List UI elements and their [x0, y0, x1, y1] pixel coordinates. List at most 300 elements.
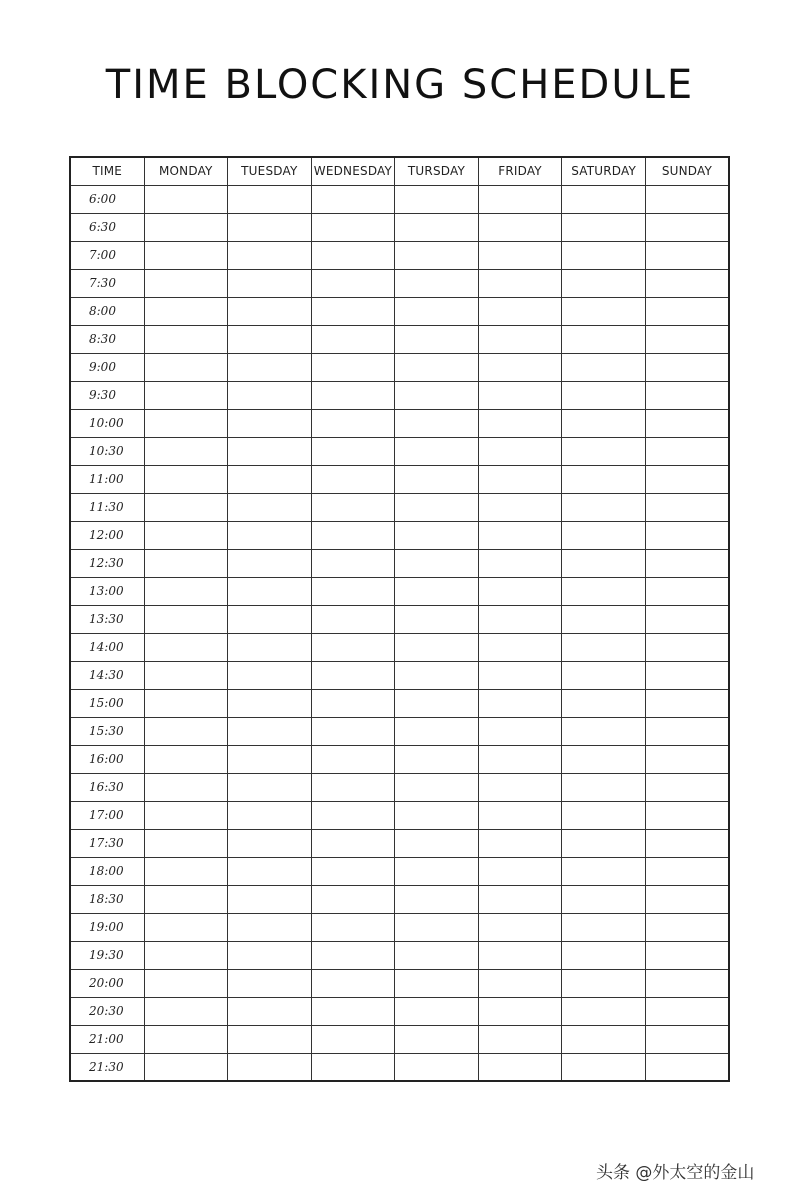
schedule-cell-tuesday[interactable] [228, 241, 312, 269]
table-row [70, 885, 729, 913]
schedule-cell-monday[interactable] [144, 717, 228, 745]
time-label: 12:00 [70, 521, 144, 549]
schedule-cell-friday[interactable] [478, 549, 562, 577]
time-label: 13:30 [70, 605, 144, 633]
schedule-cell-tuesday[interactable] [228, 745, 312, 773]
schedule-cell-saturday[interactable] [562, 381, 646, 409]
schedule-cell-tursday[interactable] [395, 1025, 479, 1053]
schedule-cell-saturday[interactable] [562, 185, 646, 213]
table-row [70, 1025, 729, 1053]
day-header-tuesday: TUESDAY [228, 157, 312, 185]
time-label: 18:30 [70, 885, 144, 913]
schedule-cell-friday[interactable] [478, 185, 562, 213]
schedule-cell-tuesday[interactable] [228, 577, 312, 605]
schedule-cell-monday[interactable] [144, 297, 228, 325]
schedule-cell-sunday[interactable] [645, 269, 729, 297]
schedule-cell-tursday[interactable] [395, 969, 479, 997]
schedule-cell-friday[interactable] [478, 297, 562, 325]
time-label: 13:00 [70, 577, 144, 605]
schedule-table [69, 156, 730, 1082]
table-row [70, 409, 729, 437]
schedule-cell-saturday[interactable] [562, 325, 646, 353]
schedule-cell-friday[interactable] [478, 521, 562, 549]
schedule-cell-monday[interactable] [144, 969, 228, 997]
schedule-cell-tursday[interactable] [395, 353, 479, 381]
table-row [70, 269, 729, 297]
schedule-cell-saturday[interactable] [562, 521, 646, 549]
schedule-cell-tursday[interactable] [395, 465, 479, 493]
schedule-cell-friday[interactable] [478, 857, 562, 885]
schedule-cell-wednesday[interactable] [311, 1053, 395, 1081]
time-column-header: TIME [70, 157, 144, 185]
time-label: 18:00 [70, 857, 144, 885]
schedule-cell-saturday[interactable] [562, 857, 646, 885]
schedule-cell-friday[interactable] [478, 437, 562, 465]
schedule-cell-wednesday[interactable] [311, 969, 395, 997]
schedule-cell-monday[interactable] [144, 913, 228, 941]
time-label: 8:30 [70, 325, 144, 353]
day-header-monday: MONDAY [144, 157, 228, 185]
schedule-cell-tursday[interactable] [395, 913, 479, 941]
schedule-cell-monday[interactable] [144, 353, 228, 381]
table-row [70, 493, 729, 521]
time-label: 12:30 [70, 549, 144, 577]
schedule-cell-friday[interactable] [478, 1025, 562, 1053]
schedule-cell-tursday[interactable] [395, 521, 479, 549]
schedule-cell-sunday[interactable] [645, 605, 729, 633]
time-label: 9:30 [70, 381, 144, 409]
schedule-cell-tursday[interactable] [395, 549, 479, 577]
time-label: 8:00 [70, 297, 144, 325]
schedule-cell-tursday[interactable] [395, 885, 479, 913]
schedule-cell-tuesday[interactable] [228, 437, 312, 465]
schedule-cell-friday[interactable] [478, 409, 562, 437]
schedule-cell-wednesday[interactable] [311, 297, 395, 325]
table-row [70, 381, 729, 409]
schedule-cell-sunday[interactable] [645, 885, 729, 913]
schedule-cell-sunday[interactable] [645, 1025, 729, 1053]
schedule-cell-sunday[interactable] [645, 717, 729, 745]
schedule-cell-wednesday[interactable] [311, 213, 395, 241]
time-label: 15:30 [70, 717, 144, 745]
time-label: 7:30 [70, 269, 144, 297]
schedule-cell-friday[interactable] [478, 633, 562, 661]
schedule-cell-sunday[interactable] [645, 801, 729, 829]
schedule-cell-tursday[interactable] [395, 241, 479, 269]
schedule-cell-saturday[interactable] [562, 801, 646, 829]
schedule-cell-saturday[interactable] [562, 997, 646, 1025]
table-row [70, 829, 729, 857]
schedule-cell-monday[interactable] [144, 185, 228, 213]
schedule-cell-saturday[interactable] [562, 353, 646, 381]
time-label: 15:00 [70, 689, 144, 717]
table-row [70, 353, 729, 381]
schedule-cell-saturday[interactable] [562, 689, 646, 717]
schedule-cell-tuesday[interactable] [228, 185, 312, 213]
schedule-cell-tuesday[interactable] [228, 353, 312, 381]
schedule-cell-monday[interactable] [144, 801, 228, 829]
time-label: 16:00 [70, 745, 144, 773]
schedule-cell-tursday[interactable] [395, 1053, 479, 1081]
schedule-cell-tuesday[interactable] [228, 829, 312, 857]
time-label: 16:30 [70, 773, 144, 801]
schedule-cell-saturday[interactable] [562, 745, 646, 773]
time-label: 14:00 [70, 633, 144, 661]
schedule-cell-saturday[interactable] [562, 969, 646, 997]
schedule-cell-friday[interactable] [478, 661, 562, 689]
schedule-cell-saturday[interactable] [562, 465, 646, 493]
schedule-cell-tursday[interactable] [395, 801, 479, 829]
schedule-cell-sunday[interactable] [645, 465, 729, 493]
schedule-cell-friday[interactable] [478, 913, 562, 941]
schedule-cell-monday[interactable] [144, 1025, 228, 1053]
schedule-cell-tuesday[interactable] [228, 269, 312, 297]
schedule-cell-wednesday[interactable] [311, 241, 395, 269]
schedule-cell-tuesday[interactable] [228, 409, 312, 437]
schedule-cell-friday[interactable] [478, 325, 562, 353]
schedule-cell-monday[interactable] [144, 773, 228, 801]
schedule-cell-wednesday[interactable] [311, 549, 395, 577]
header-row [70, 157, 729, 185]
schedule-cell-saturday[interactable] [562, 773, 646, 801]
schedule-cell-saturday[interactable] [562, 1053, 646, 1081]
schedule-cell-tuesday[interactable] [228, 913, 312, 941]
schedule-cell-saturday[interactable] [562, 409, 646, 437]
schedule-cell-friday[interactable] [478, 465, 562, 493]
schedule-cell-tursday[interactable] [395, 269, 479, 297]
schedule-cell-friday[interactable] [478, 885, 562, 913]
schedule-cell-friday[interactable] [478, 969, 562, 997]
schedule-cell-wednesday[interactable] [311, 269, 395, 297]
schedule-cell-tuesday[interactable] [228, 381, 312, 409]
schedule-cell-saturday[interactable] [562, 941, 646, 969]
schedule-cell-sunday[interactable] [645, 381, 729, 409]
schedule-cell-sunday[interactable] [645, 913, 729, 941]
schedule-cell-saturday[interactable] [562, 829, 646, 857]
schedule-cell-tursday[interactable] [395, 997, 479, 1025]
table-row [70, 325, 729, 353]
schedule-cell-saturday[interactable] [562, 269, 646, 297]
table-row [70, 577, 729, 605]
schedule-cell-saturday[interactable] [562, 241, 646, 269]
table-row [70, 801, 729, 829]
time-label: 20:30 [70, 997, 144, 1025]
time-label: 19:00 [70, 913, 144, 941]
table-row [70, 941, 729, 969]
schedule-cell-sunday[interactable] [645, 409, 729, 437]
schedule-cell-tursday[interactable] [395, 745, 479, 773]
schedule-cell-tuesday[interactable] [228, 997, 312, 1025]
schedule-cell-monday[interactable] [144, 577, 228, 605]
table-row [70, 969, 729, 997]
schedule-cell-sunday[interactable] [645, 773, 729, 801]
schedule-cell-sunday[interactable] [645, 829, 729, 857]
time-label: 6:30 [70, 213, 144, 241]
schedule-cell-wednesday[interactable] [311, 941, 395, 969]
time-label: 19:30 [70, 941, 144, 969]
schedule-cell-monday[interactable] [144, 633, 228, 661]
schedule-cell-sunday[interactable] [645, 437, 729, 465]
time-label: 21:30 [70, 1053, 144, 1081]
schedule-cell-friday[interactable] [478, 493, 562, 521]
time-label: 20:00 [70, 969, 144, 997]
schedule-cell-sunday[interactable] [645, 549, 729, 577]
time-label: 14:30 [70, 661, 144, 689]
schedule-cell-wednesday[interactable] [311, 1025, 395, 1053]
schedule-cell-friday[interactable] [478, 717, 562, 745]
schedule-cell-sunday[interactable] [645, 941, 729, 969]
schedule-cell-tursday[interactable] [395, 941, 479, 969]
schedule-cell-friday[interactable] [478, 801, 562, 829]
schedule-cell-wednesday[interactable] [311, 885, 395, 913]
table-row [70, 997, 729, 1025]
schedule-cell-friday[interactable] [478, 353, 562, 381]
schedule-cell-sunday[interactable] [645, 997, 729, 1025]
table-row [70, 437, 729, 465]
schedule-cell-monday[interactable] [144, 241, 228, 269]
schedule-cell-monday[interactable] [144, 381, 228, 409]
day-header-sunday: SUNDAY [645, 157, 729, 185]
schedule-cell-tursday[interactable] [395, 773, 479, 801]
table-row [70, 773, 729, 801]
schedule-cell-tursday[interactable] [395, 297, 479, 325]
schedule-cell-tuesday[interactable] [228, 325, 312, 353]
table-row [70, 717, 729, 745]
schedule-cell-tuesday[interactable] [228, 521, 312, 549]
schedule-cell-tuesday[interactable] [228, 661, 312, 689]
schedule-cell-tuesday[interactable] [228, 969, 312, 997]
table-row [70, 549, 729, 577]
schedule-cell-sunday[interactable] [645, 633, 729, 661]
schedule-cell-wednesday[interactable] [311, 829, 395, 857]
schedule-cell-sunday[interactable] [645, 1053, 729, 1081]
schedule-cell-tursday[interactable] [395, 213, 479, 241]
schedule-cell-tursday[interactable] [395, 437, 479, 465]
schedule-cell-wednesday[interactable] [311, 605, 395, 633]
schedule-cell-wednesday[interactable] [311, 997, 395, 1025]
time-label: 21:00 [70, 1025, 144, 1053]
schedule-cell-wednesday[interactable] [311, 717, 395, 745]
schedule-cell-friday[interactable] [478, 745, 562, 773]
schedule-cell-friday[interactable] [478, 829, 562, 857]
table-row [70, 913, 729, 941]
schedule-cell-sunday[interactable] [645, 325, 729, 353]
schedule-cell-saturday[interactable] [562, 661, 646, 689]
schedule-cell-monday[interactable] [144, 437, 228, 465]
table-row [70, 213, 729, 241]
schedule-cell-wednesday[interactable] [311, 633, 395, 661]
table-row [70, 745, 729, 773]
day-header-wednesday: WEDNESDAY [311, 157, 395, 185]
schedule-cell-sunday[interactable] [645, 185, 729, 213]
schedule-cell-monday[interactable] [144, 1053, 228, 1081]
schedule-cell-friday[interactable] [478, 1053, 562, 1081]
schedule-cell-tursday[interactable] [395, 857, 479, 885]
schedule-cell-saturday[interactable] [562, 213, 646, 241]
table-row [70, 185, 729, 213]
schedule-cell-tuesday[interactable] [228, 1053, 312, 1081]
schedule-cell-monday[interactable] [144, 549, 228, 577]
schedule-cell-wednesday[interactable] [311, 437, 395, 465]
schedule-cell-sunday[interactable] [645, 213, 729, 241]
schedule-cell-wednesday[interactable] [311, 465, 395, 493]
schedule-cell-friday[interactable] [478, 213, 562, 241]
page-title: TIME BLOCKING SCHEDULE [105, 62, 695, 108]
schedule-cell-wednesday[interactable] [311, 661, 395, 689]
schedule-cell-saturday[interactable] [562, 493, 646, 521]
schedule-cell-friday[interactable] [478, 605, 562, 633]
table-row [70, 1053, 729, 1081]
schedule-cell-monday[interactable] [144, 997, 228, 1025]
table-row [70, 297, 729, 325]
schedule-cell-tuesday[interactable] [228, 1025, 312, 1053]
schedule-cell-wednesday[interactable] [311, 913, 395, 941]
schedule-cell-tursday[interactable] [395, 717, 479, 745]
schedule-cell-monday[interactable] [144, 409, 228, 437]
schedule-cell-tursday[interactable] [395, 185, 479, 213]
schedule-cell-tuesday[interactable] [228, 689, 312, 717]
schedule-cell-wednesday[interactable] [311, 857, 395, 885]
schedule-cell-friday[interactable] [478, 997, 562, 1025]
time-label: 10:00 [70, 409, 144, 437]
schedule-cell-sunday[interactable] [645, 745, 729, 773]
time-label: 17:30 [70, 829, 144, 857]
day-header-friday: FRIDAY [478, 157, 562, 185]
schedule-cell-friday[interactable] [478, 689, 562, 717]
schedule-cell-monday[interactable] [144, 829, 228, 857]
schedule-cell-tuesday[interactable] [228, 493, 312, 521]
schedule-cell-tuesday[interactable] [228, 213, 312, 241]
schedule-cell-monday[interactable] [144, 325, 228, 353]
schedule-cell-tursday[interactable] [395, 493, 479, 521]
schedule-cell-monday[interactable] [144, 857, 228, 885]
schedule-cell-tursday[interactable] [395, 605, 479, 633]
time-label: 9:00 [70, 353, 144, 381]
schedule-cell-tuesday[interactable] [228, 605, 312, 633]
schedule-cell-tuesday[interactable] [228, 941, 312, 969]
schedule-cell-sunday[interactable] [645, 353, 729, 381]
schedule-cell-sunday[interactable] [645, 661, 729, 689]
schedule-cell-monday[interactable] [144, 885, 228, 913]
time-label: 7:00 [70, 241, 144, 269]
time-label: 11:00 [70, 465, 144, 493]
schedule-cell-sunday[interactable] [645, 493, 729, 521]
schedule-cell-wednesday[interactable] [311, 801, 395, 829]
table-row [70, 689, 729, 717]
schedule-body [70, 185, 729, 1081]
schedule-cell-saturday[interactable] [562, 633, 646, 661]
schedule-cell-wednesday[interactable] [311, 521, 395, 549]
schedule-cell-monday[interactable] [144, 465, 228, 493]
schedule-cell-sunday[interactable] [645, 969, 729, 997]
schedule-cell-saturday[interactable] [562, 605, 646, 633]
schedule-cell-monday[interactable] [144, 661, 228, 689]
schedule-cell-monday[interactable] [144, 521, 228, 549]
schedule-cell-wednesday[interactable] [311, 745, 395, 773]
table-row [70, 661, 729, 689]
schedule-cell-friday[interactable] [478, 381, 562, 409]
table-row [70, 465, 729, 493]
schedule-cell-sunday[interactable] [645, 297, 729, 325]
day-header-saturday: SATURDAY [562, 157, 646, 185]
schedule-cell-tuesday[interactable] [228, 885, 312, 913]
schedule-cell-monday[interactable] [144, 605, 228, 633]
schedule-cell-friday[interactable] [478, 773, 562, 801]
schedule-cell-tursday[interactable] [395, 381, 479, 409]
schedule-cell-saturday[interactable] [562, 885, 646, 913]
schedule-cell-tursday[interactable] [395, 577, 479, 605]
schedule-cell-saturday[interactable] [562, 549, 646, 577]
schedule-cell-wednesday[interactable] [311, 493, 395, 521]
schedule-cell-saturday[interactable] [562, 913, 646, 941]
schedule-cell-wednesday[interactable] [311, 353, 395, 381]
schedule-cell-sunday[interactable] [645, 577, 729, 605]
schedule-cell-sunday[interactable] [645, 521, 729, 549]
schedule-cell-tursday[interactable] [395, 829, 479, 857]
day-header-tursday: TURSDAY [395, 157, 479, 185]
schedule-cell-saturday[interactable] [562, 577, 646, 605]
schedule-cell-tuesday[interactable] [228, 801, 312, 829]
schedule-cell-tuesday[interactable] [228, 549, 312, 577]
schedule-cell-tursday[interactable] [395, 689, 479, 717]
schedule-cell-saturday[interactable] [562, 297, 646, 325]
watermark: 头条 @外太空的金山 [596, 1163, 755, 1183]
schedule-cell-monday[interactable] [144, 689, 228, 717]
schedule-cell-sunday[interactable] [645, 689, 729, 717]
schedule-cell-tursday[interactable] [395, 633, 479, 661]
table-row [70, 241, 729, 269]
schedule-cell-monday[interactable] [144, 745, 228, 773]
schedule-cell-tuesday[interactable] [228, 717, 312, 745]
schedule-cell-friday[interactable] [478, 241, 562, 269]
schedule-cell-friday[interactable] [478, 941, 562, 969]
table-row [70, 857, 729, 885]
schedule-cell-saturday[interactable] [562, 437, 646, 465]
schedule-cell-tuesday[interactable] [228, 465, 312, 493]
schedule-cell-monday[interactable] [144, 941, 228, 969]
schedule-cell-tuesday[interactable] [228, 633, 312, 661]
schedule-cell-tursday[interactable] [395, 661, 479, 689]
schedule-cell-monday[interactable] [144, 493, 228, 521]
schedule-cell-tursday[interactable] [395, 409, 479, 437]
time-label: 11:30 [70, 493, 144, 521]
table-row [70, 605, 729, 633]
schedule-cell-tuesday[interactable] [228, 297, 312, 325]
schedule-cell-monday[interactable] [144, 213, 228, 241]
table-row [70, 521, 729, 549]
schedule-cell-wednesday[interactable] [311, 409, 395, 437]
schedule-cell-wednesday[interactable] [311, 689, 395, 717]
schedule-cell-wednesday[interactable] [311, 577, 395, 605]
schedule-cell-friday[interactable] [478, 577, 562, 605]
schedule-cell-monday[interactable] [144, 269, 228, 297]
schedule-cell-wednesday[interactable] [311, 325, 395, 353]
schedule-cell-wednesday[interactable] [311, 185, 395, 213]
schedule-cell-wednesday[interactable] [311, 773, 395, 801]
schedule-cell-tuesday[interactable] [228, 773, 312, 801]
schedule-cell-sunday[interactable] [645, 241, 729, 269]
schedule-cell-friday[interactable] [478, 269, 562, 297]
schedule-cell-saturday[interactable] [562, 1025, 646, 1053]
schedule-cell-tuesday[interactable] [228, 857, 312, 885]
time-label: 17:00 [70, 801, 144, 829]
schedule-cell-tursday[interactable] [395, 325, 479, 353]
schedule-cell-saturday[interactable] [562, 717, 646, 745]
schedule-cell-sunday[interactable] [645, 857, 729, 885]
time-label: 6:00 [70, 185, 144, 213]
table-row [70, 633, 729, 661]
schedule-cell-wednesday[interactable] [311, 381, 395, 409]
